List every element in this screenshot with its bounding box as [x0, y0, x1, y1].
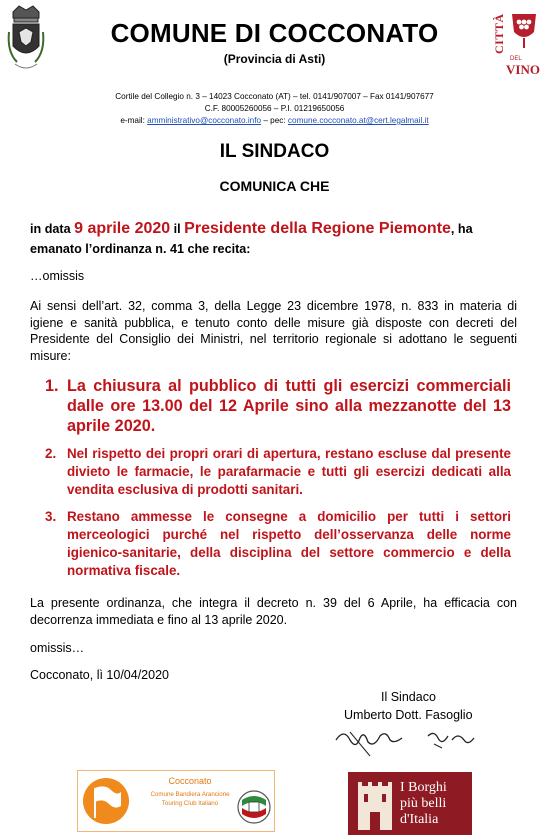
intro-rest: , ha emanato l’ordinanza n. 41 che recita:	[30, 222, 473, 256]
bandiera-line1: Comune Bandiera Arancione	[150, 791, 230, 798]
signature-name: Umberto Dott. Fasoglio	[344, 708, 473, 722]
legal-paragraph: Ai sensi dell’art. 32, comma 3, della Legge 23 dicembre 1978, n. 833 in materia di igiene e sanità pubblica, e tenuto conto delle misure già disposte con decreti del Presidente del Consiglio dei Ministri, nel territorio regionale si adottano le seguenti misure:	[30, 299, 517, 363]
intro-in-data: in data	[30, 222, 75, 236]
place-date: Cocconato, lì 10/04/2020	[30, 668, 169, 682]
touring-club-badge-icon	[237, 788, 271, 826]
email-link[interactable]: amministrativo@cocconato.info	[147, 116, 262, 125]
list-item	[45, 445, 511, 499]
email-prefix: e-mail:	[120, 116, 148, 125]
ordinance-note: La presente ordinanza, che integra il decreto n. 39 del 6 Aprile, ha efficacia con decorrenza immediata e fino al 13 aprile 2020.	[30, 596, 517, 627]
page-title: COMUNE DI COCCONATO	[110, 18, 439, 48]
list-item	[45, 508, 511, 580]
list-item-number: 2.	[45, 446, 57, 461]
list-item-number: 1.	[45, 377, 59, 395]
del-label: DEL	[510, 56, 522, 62]
email-line	[0, 115, 549, 127]
borghi-line3: d'Italia	[400, 812, 439, 827]
list-item-text: Restano ammesse le consegne a domicilio per tutti i settori merceologici purché nel rispetto dell’osservanza delle norme igienico-sanitarie, della disciplina del settore commercio e della normativa fiscale.	[67, 509, 511, 578]
handwritten-signature	[330, 718, 480, 763]
list-item	[45, 376, 511, 436]
citta-label: CITTÀ	[492, 13, 506, 54]
address-line: Cortile del Collegio n. 3 – 14023 Cocconato (AT) – tel. 0141/907007 – Fax 0141/907677	[115, 92, 434, 101]
intro-paragraph	[30, 219, 520, 259]
pec-link[interactable]: comune.cocconato.at@cert.legalmail.it	[287, 116, 429, 125]
list-item-text: Nel rispetto dei propri orari di apertura, restano escluse dal presente divieto le farmacie, le parafarmacie e tutti gli esercizi dedicati alla vendita esclusiva di prodotti sanitari.	[67, 446, 511, 497]
omissis-bottom: omissis…	[30, 641, 85, 655]
vino-label: VINO	[506, 62, 540, 77]
intro-date: 9 aprile 2020	[74, 220, 171, 237]
list-item-text: La chiusura al pubblico di tutti gli esercizi commerciali dalle ore 13.00 del 12 Aprile sino alla mezzanotte del 13 aprile 2020.	[67, 377, 511, 435]
province-subtitle: (Provincia di Asti)	[223, 52, 326, 66]
orange-flag-icon	[81, 774, 131, 828]
intro-presidente: Presidente della Regione Piemonte	[184, 220, 451, 237]
signature-role: Il Sindaco	[381, 690, 436, 704]
tax-line: C.F. 80005260056 – P.I. 01219650056	[204, 104, 345, 113]
bandiera-arancione-logo	[77, 770, 275, 832]
borghi-line2: più belli	[400, 796, 447, 811]
bandiera-line2: Touring Club Italiano	[161, 800, 219, 807]
intro-il: il	[170, 222, 185, 236]
tower-icon	[352, 778, 394, 832]
omissis-top: …omissis	[30, 269, 85, 283]
list-item-number: 3.	[45, 509, 57, 524]
bandiera-title: Cocconato	[168, 776, 212, 786]
pec-prefix: – pec:	[261, 116, 288, 125]
borghi-piu-belli-logo	[348, 772, 472, 835]
borghi-line1: I Borghi	[400, 780, 447, 795]
subheading-comunica: COMUNICA CHE	[219, 178, 330, 194]
heading-sindaco: IL SINDACO	[219, 141, 330, 162]
